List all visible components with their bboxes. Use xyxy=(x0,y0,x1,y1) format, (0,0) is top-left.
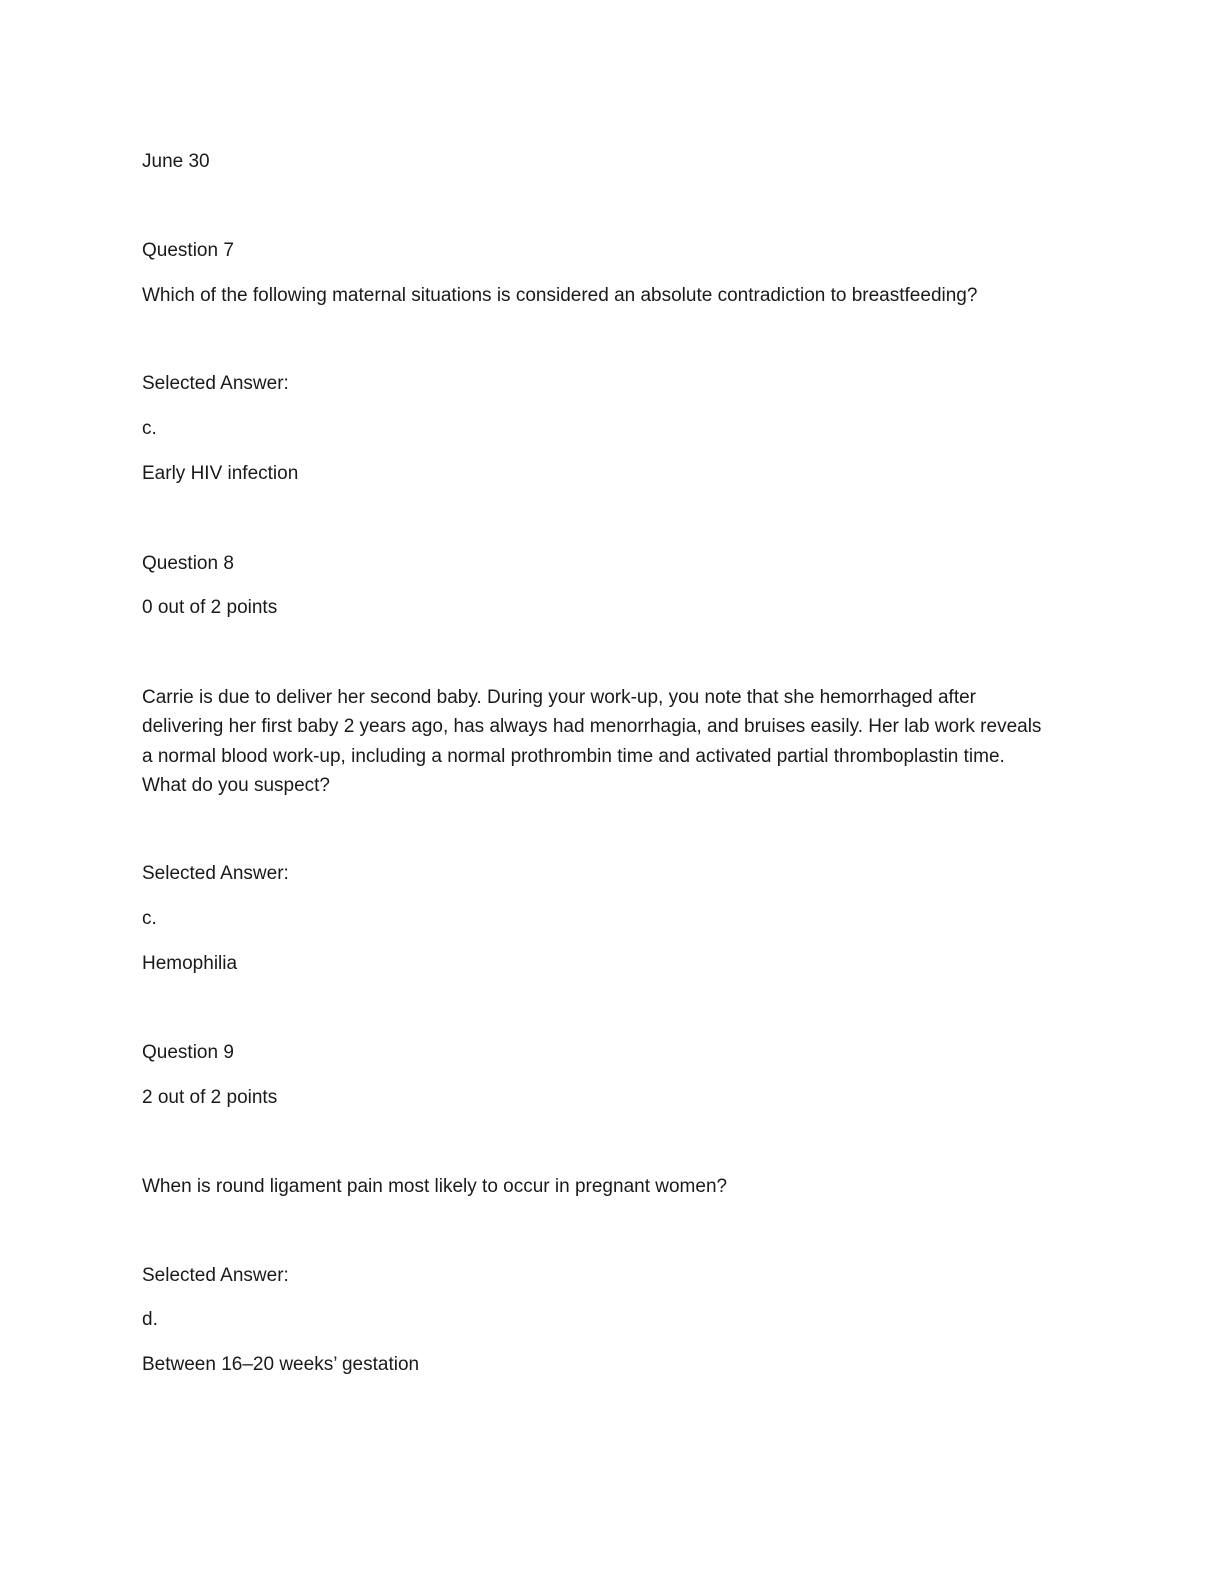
answer-letter: c. xyxy=(142,908,157,929)
question-text: Which of the following maternal situations is considered an absolute contradiction to breastfeeding? xyxy=(142,285,978,306)
document-date: June 30 xyxy=(142,151,210,172)
question-points: 2 out of 2 points xyxy=(142,1087,278,1108)
question-title: Question 8 xyxy=(142,553,234,574)
answer-letter: d. xyxy=(142,1309,158,1330)
question-text: Carrie is due to deliver her second baby. During your work-up, you note that she hemorrhaged after delivering her first baby 2 years ago, has always had menorrhagia, and bruises easily. Her lab work reveals a normal blood work-up, including a normal prothrombin time and activated partial thromboplastin time. What do you suspect? xyxy=(142,687,1042,796)
answer-text: Hemophilia xyxy=(142,953,238,974)
question-title: Question 9 xyxy=(142,1042,234,1063)
selected-answer-label: Selected Answer: xyxy=(142,373,289,394)
question-text: When is round ligament pain most likely to occur in pregnant women? xyxy=(142,1176,728,1197)
selected-answer-label: Selected Answer: xyxy=(142,1265,289,1286)
answer-letter: c. xyxy=(142,418,157,439)
question-points: 0 out of 2 points xyxy=(142,597,278,618)
selected-answer-label: Selected Answer: xyxy=(142,863,289,884)
answer-text: Early HIV infection xyxy=(142,463,299,484)
question-title: Question 7 xyxy=(142,240,234,261)
answer-text: Between 16–20 weeks’ gestation xyxy=(142,1354,420,1375)
